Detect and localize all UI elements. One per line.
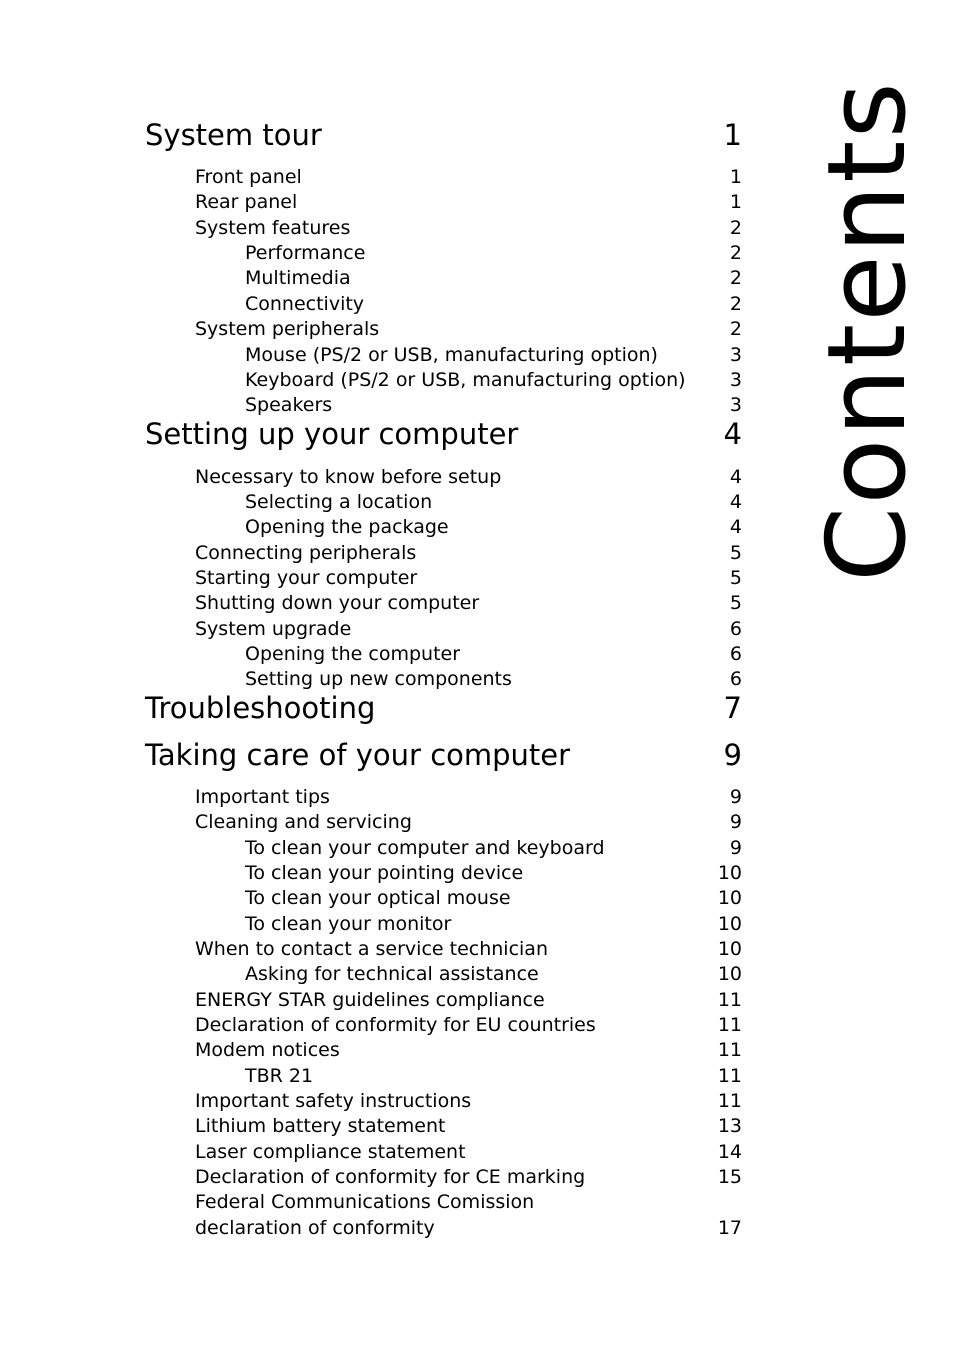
toc-entry-page: 14 [717, 1141, 742, 1163]
toc-entry-page: 10 [717, 887, 742, 909]
toc-entry-title: Front panel [195, 166, 302, 188]
toc-entry-level-2[interactable] [0, 591, 954, 616]
toc-entry-page: 2 [729, 267, 742, 289]
toc-entry-page: 5 [729, 592, 742, 614]
toc-entry-page: 11 [717, 1065, 742, 1087]
toc-entry-page: 10 [717, 938, 742, 960]
toc-entry-page: 10 [717, 963, 742, 985]
toc-entry-title: Cleaning and servicing [195, 811, 412, 833]
toc-entry-title: Modem notices [195, 1039, 340, 1061]
toc-entry-page: 11 [717, 1014, 742, 1036]
toc-entry-title: Necessary to know before setup [195, 466, 502, 488]
toc-entry-title: Speakers [245, 394, 333, 416]
toc-entry-level-3[interactable] [0, 886, 954, 911]
toc-entry-title: When to contact a service technician [195, 938, 548, 960]
toc-entry-page: 1 [729, 166, 742, 188]
toc-entry-page: 2 [729, 293, 742, 315]
toc-entry-level-2[interactable] [0, 785, 954, 810]
toc-entry-level-2[interactable] [0, 1114, 954, 1139]
toc-entry-page: 6 [729, 643, 742, 665]
toc-entry-page: 6 [729, 618, 742, 640]
toc-entry-level-2[interactable] [0, 937, 954, 962]
toc-entry-title: Performance [245, 242, 366, 264]
toc-entry-title: Connectivity [245, 293, 365, 315]
toc-entry-level-3[interactable] [0, 667, 954, 692]
toc-entry-title: To clean your monitor [245, 913, 452, 935]
toc-entry-title: To clean your optical mouse [245, 887, 511, 909]
toc-entry-title: Setting up new components [245, 668, 512, 690]
toc-entry-title: Shutting down your computer [195, 592, 480, 614]
toc-entry-title: Federal Communications Comission [195, 1191, 535, 1213]
toc-entry-page: 3 [729, 344, 742, 366]
toc-entry-level-3[interactable] [0, 912, 954, 937]
toc-entry-title: System tour [145, 118, 322, 152]
toc-entry-title: To clean your pointing device [245, 862, 524, 884]
toc-entry-page: 2 [729, 217, 742, 239]
toc-entry-page: 4 [729, 516, 742, 538]
toc-entry-level-3[interactable] [0, 962, 954, 987]
toc-entry-title: Connecting peripherals [195, 542, 417, 564]
toc-entry-title: Opening the computer [245, 643, 461, 665]
toc-entry-level-3[interactable] [0, 642, 954, 667]
toc-entry-page: 11 [717, 1039, 742, 1061]
toc-entry-title: declaration of conformity [195, 1217, 435, 1239]
toc-entry-title: Declaration of conformity for CE marking [195, 1166, 586, 1188]
toc-entry-page: 7 [723, 691, 742, 725]
toc-entry-page: 4 [729, 491, 742, 513]
toc-entry-title: Rear panel [195, 191, 298, 213]
toc-entry-title: Mouse (PS/2 or USB, manufacturing option) [245, 344, 658, 366]
toc-entry-page: 9 [729, 811, 742, 833]
toc-entry-title: Troubleshooting [145, 691, 376, 725]
toc-entry-page: 10 [717, 862, 742, 884]
toc-entry-title: Declaration of conformity for EU countries [195, 1014, 596, 1036]
toc-entry-title: TBR 21 [245, 1065, 314, 1087]
toc-entry-page: 5 [729, 542, 742, 564]
toc-entry-page: 1 [723, 118, 742, 152]
toc-entry-page: 2 [729, 242, 742, 264]
toc-entry-page: 9 [729, 837, 742, 859]
toc-entry-page: 6 [729, 668, 742, 690]
toc-entry-level-2[interactable] [0, 988, 954, 1013]
toc-entry-title: Laser compliance statement [195, 1141, 466, 1163]
toc-entry-level-1[interactable] [0, 737, 954, 775]
toc-entry-page: 3 [729, 394, 742, 416]
toc-entry-page: 11 [717, 1090, 742, 1112]
toc-entry-page: 4 [723, 417, 742, 451]
toc-entry-page: 9 [723, 738, 742, 772]
toc-entry-page: 4 [729, 466, 742, 488]
toc-entry-level-3[interactable] [0, 1064, 954, 1089]
toc-entry-title: ENERGY STAR guidelines compliance [195, 989, 545, 1011]
toc-entry-level-2[interactable] [0, 1089, 954, 1114]
toc-entry-page: 15 [717, 1166, 742, 1188]
toc-entry-level-2[interactable] [0, 1013, 954, 1038]
toc-entry-title: System peripherals [195, 318, 380, 340]
toc-entry-title: Asking for technical assistance [245, 963, 539, 985]
toc-entry-title: System features [195, 217, 351, 239]
toc-entry-title: Multimedia [245, 267, 351, 289]
toc-entry-page: 2 [729, 318, 742, 340]
toc-entry-page: 11 [717, 989, 742, 1011]
toc-entry-level-3[interactable] [0, 836, 954, 861]
toc-entry-title: System upgrade [195, 618, 352, 640]
toc-entry-title: Keyboard (PS/2 or USB, manufacturing option) [245, 369, 686, 391]
toc-entry-title: Setting up your computer [145, 417, 519, 451]
toc-entry-page: 3 [729, 369, 742, 391]
toc-entry-title: Lithium battery statement [195, 1115, 446, 1137]
toc-entry-level-2[interactable] [0, 617, 954, 642]
toc-entry-title: Selecting a location [245, 491, 433, 513]
toc-entry-level-2[interactable] [0, 1140, 954, 1165]
toc-entry-title: Important tips [195, 786, 330, 808]
toc-entry-page: 17 [717, 1217, 742, 1239]
toc-entry-page: 10 [717, 913, 742, 935]
toc-entry-page: 9 [729, 786, 742, 808]
toc-entry-level-2[interactable] [0, 1216, 954, 1241]
toc-entry-level-1[interactable] [0, 690, 954, 728]
toc-entry-title: Starting your computer [195, 567, 418, 589]
toc-entry-level-2[interactable] [0, 1190, 954, 1215]
toc-entry-title: Taking care of your computer [145, 738, 571, 772]
contents-side-title: Contents [805, 80, 930, 582]
toc-entry-level-2[interactable] [0, 1165, 954, 1190]
toc-entry-page: 13 [717, 1115, 742, 1137]
toc-entry-page: 1 [729, 191, 742, 213]
toc-entry-level-2[interactable] [0, 810, 954, 835]
toc-entry-level-2[interactable] [0, 1038, 954, 1063]
toc-entry-title: Opening the package [245, 516, 449, 538]
toc-entry-title: Important safety instructions [195, 1090, 472, 1112]
toc-entry-page: 5 [729, 567, 742, 589]
toc-entry-level-3[interactable] [0, 861, 954, 886]
toc-entry-title: To clean your computer and keyboard [245, 837, 605, 859]
